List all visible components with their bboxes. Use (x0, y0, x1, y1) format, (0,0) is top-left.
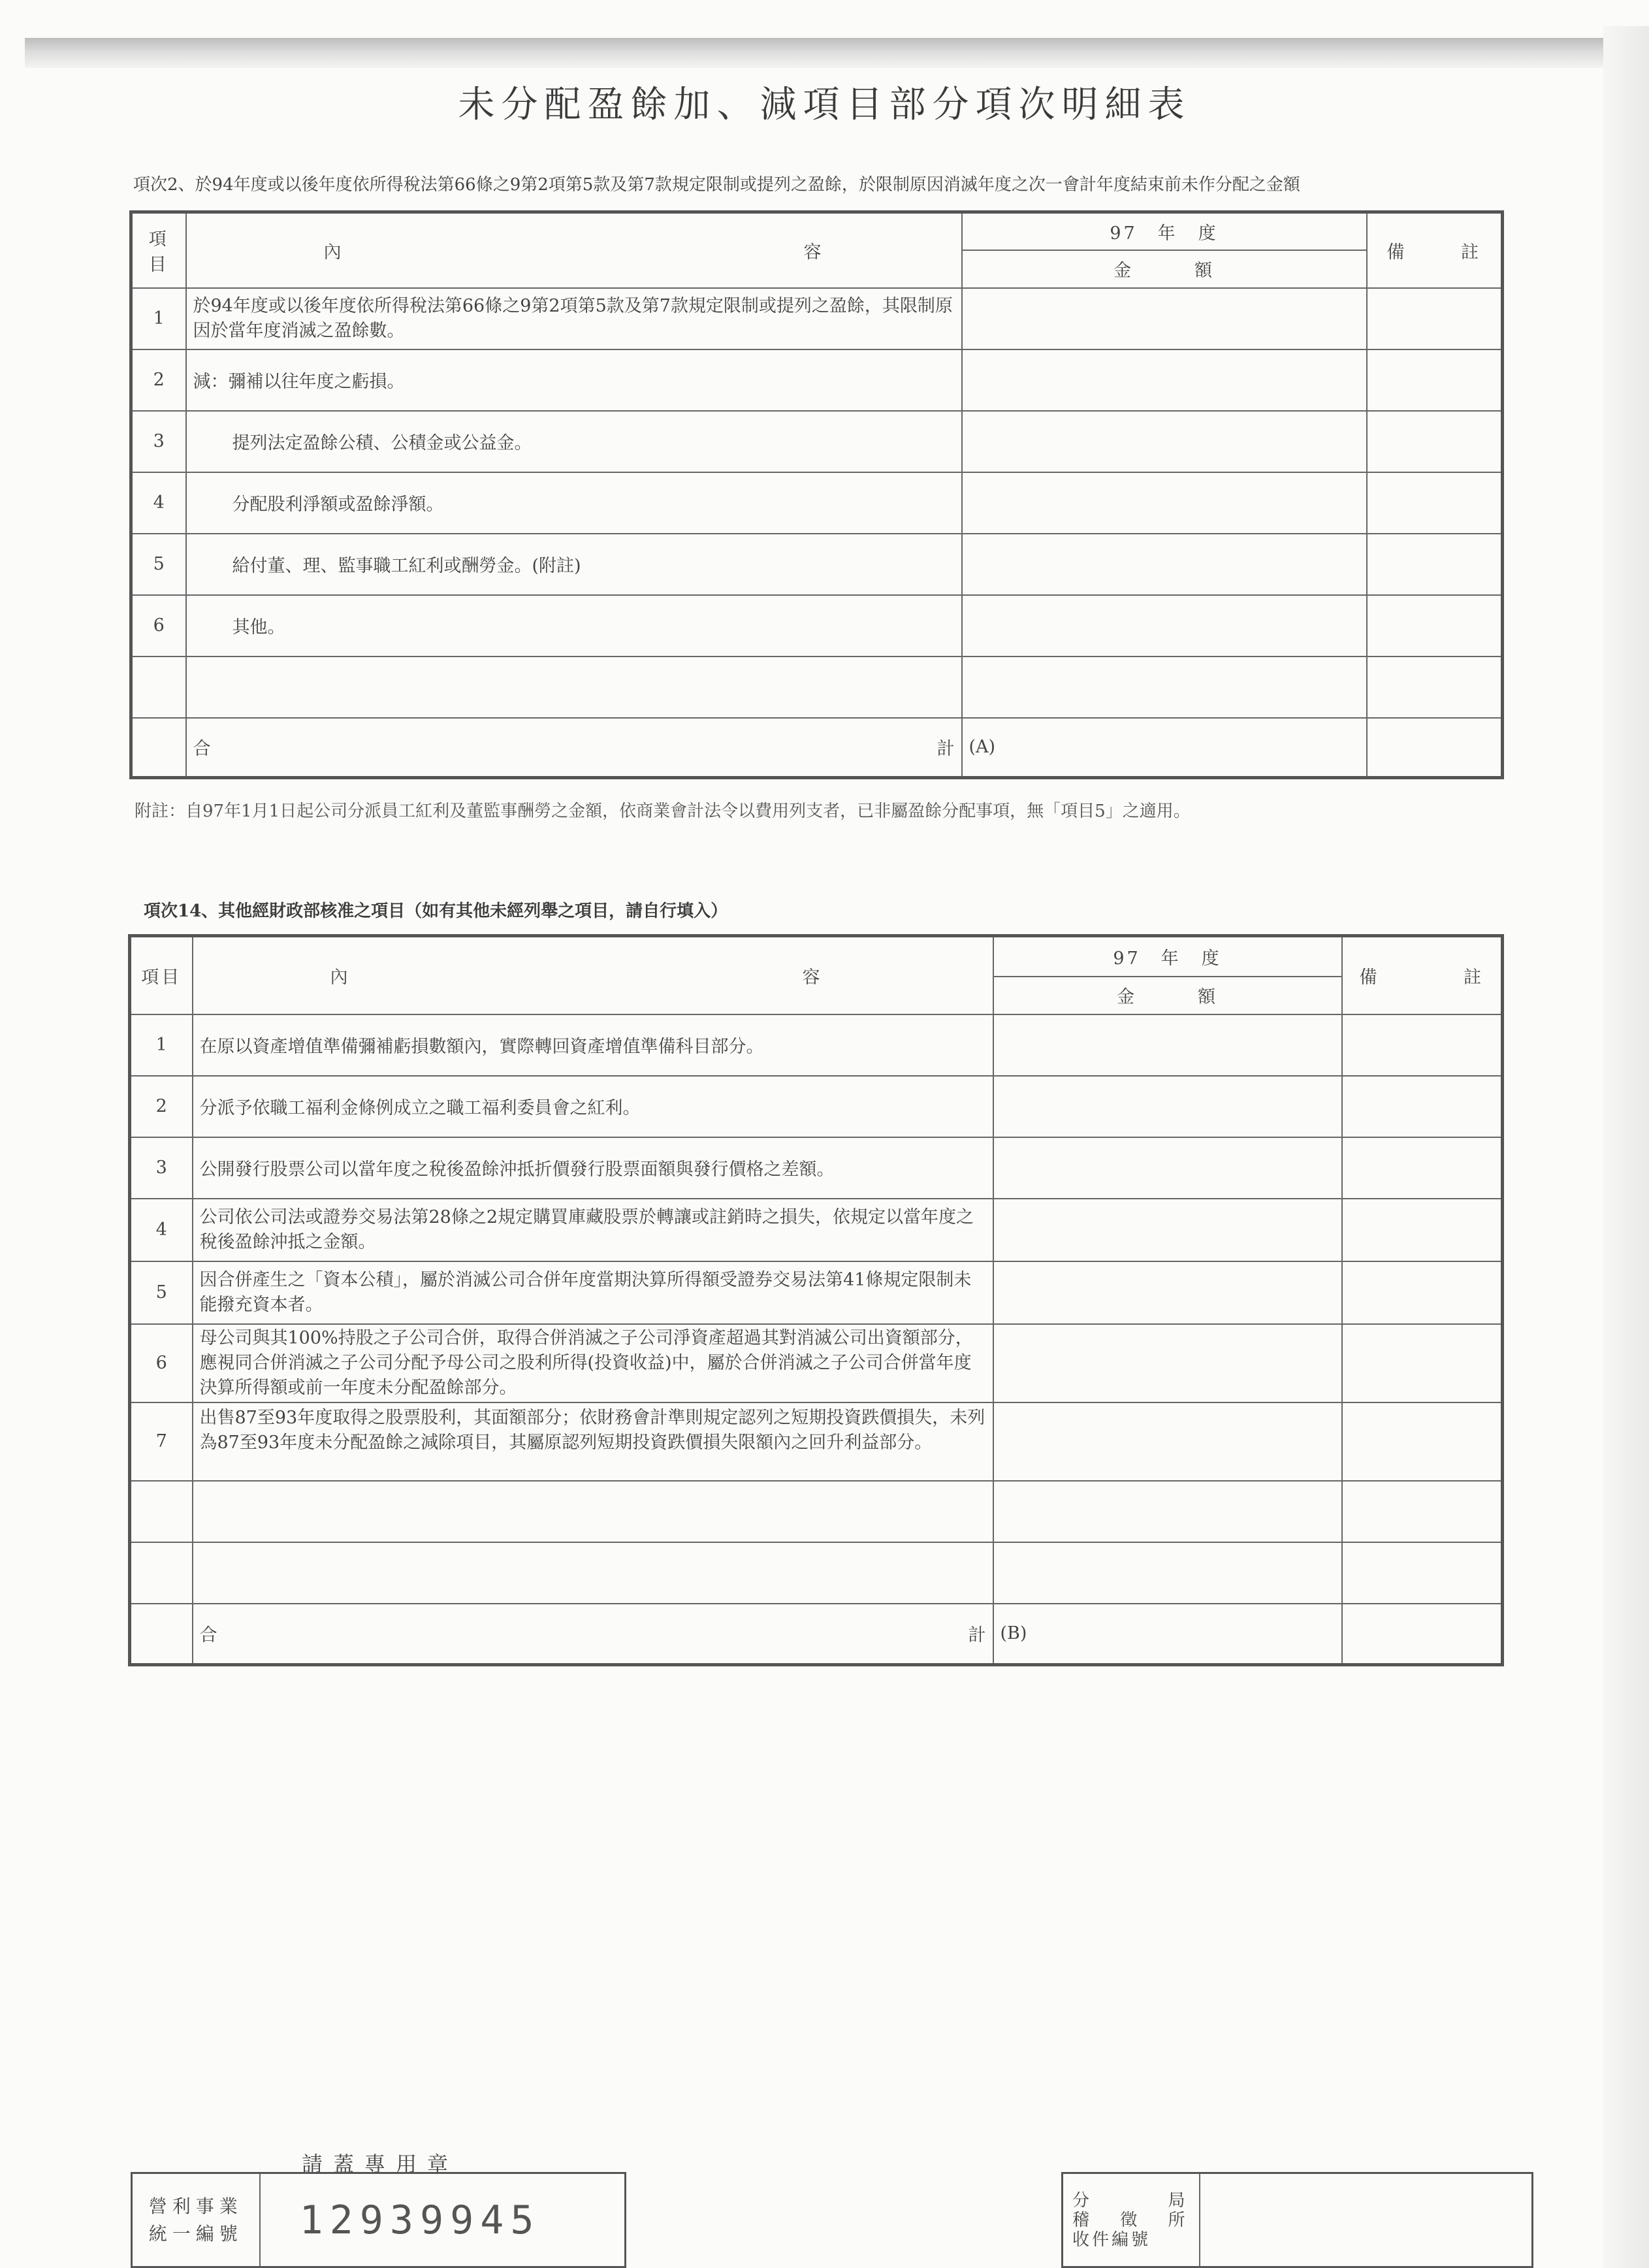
section1-table (129, 210, 1504, 779)
amount-cell[interactable] (993, 1324, 1342, 1402)
page-title: 未分配盈餘加、減項目部分項次明細表 (458, 84, 1191, 126)
header-remark-left: 備 (1386, 242, 1407, 263)
remark-cell[interactable] (1367, 718, 1503, 778)
amount-cell[interactable] (993, 1076, 1342, 1137)
amount-cell[interactable] (962, 411, 1367, 472)
table-row (130, 1261, 1503, 1324)
office-label (1063, 2173, 1200, 2267)
footnote: 附註：自97年1月1日起公司分派員工紅利及董監事酬勞之金額，依商業會計法令以費用列支者，已非屬盈餘分配事項，無「項目5」之適用。 (135, 802, 1191, 821)
row-number: 4 (131, 472, 186, 534)
tax-id-label (132, 2173, 260, 2267)
amount-cell[interactable] (962, 595, 1367, 656)
amount-cell[interactable] (962, 288, 1367, 349)
amount-cell[interactable] (993, 1261, 1342, 1324)
row-number: 2 (130, 1076, 193, 1137)
row-number: 1 (131, 288, 186, 349)
total-label-left: 合 (193, 739, 211, 760)
header-remark-right: 註 (1461, 242, 1481, 263)
amount-cell[interactable] (962, 656, 1367, 718)
office-box (1061, 2172, 1533, 2268)
row-content: 於94年度或以後年度依所得稅法第66條之9第2項第5款及第7款規定限制或提列之盈餘，其限制原因於當年度消滅之盈餘數。 (186, 288, 962, 349)
office-label-1a: 分 (1072, 2190, 1093, 2211)
header-content-left: 內 (323, 242, 344, 263)
row-content: 分派予依職工福利金條例成立之職工福利委員會之紅利。 (193, 1076, 993, 1137)
row-content: 給付董、理、監事職工紅利或酬勞金。(附註) (186, 534, 962, 595)
total-label (193, 1604, 993, 1665)
table-row-blank (130, 1542, 1503, 1604)
section1-heading: 項次2、於94年度或以後年度依所得稅法第66條之9第2項第5款及第7款規定限制或提列之盈餘，於限制原因消滅年度之次一會計年度結束前未作分配之金額 (133, 175, 1300, 195)
office-label-2a: 稽 (1072, 2210, 1093, 2230)
row-content: 其他。 (186, 595, 962, 656)
table-row (131, 288, 1503, 349)
amount-cell[interactable] (993, 1014, 1342, 1076)
total-row (131, 718, 1503, 778)
row-number: 2 (131, 349, 186, 411)
remark-cell[interactable] (1342, 1014, 1503, 1076)
remark-cell[interactable] (1342, 1261, 1503, 1324)
row-number: 4 (130, 1199, 193, 1261)
stamp-label: 請蓋專用章 (302, 2152, 459, 2177)
row-number: 1 (130, 1014, 193, 1076)
total-mark: (B) (1000, 1623, 1027, 1644)
tax-id-label-line1: 營利事業 (148, 2195, 243, 2217)
table-row (131, 349, 1503, 411)
table-row (131, 411, 1503, 472)
table-row (131, 534, 1503, 595)
row-number: 5 (131, 534, 186, 595)
office-receipt-field[interactable] (1200, 2173, 1533, 2267)
header-content (186, 212, 962, 288)
remark-cell[interactable] (1367, 349, 1503, 411)
office-label-1b: 局 (1168, 2190, 1188, 2211)
amount-cell[interactable] (993, 1481, 1342, 1542)
total-mark: (A) (969, 737, 996, 758)
header-amount: 金 額 (962, 250, 1367, 288)
total-label-right: 計 (937, 739, 955, 760)
tax-id-number: 12939945 (260, 2173, 626, 2267)
row-content: 在原以資產增值準備彌補虧損數額內，實際轉回資產增值準備科目部分。 (193, 1014, 993, 1076)
total-label (186, 718, 962, 778)
row-content: 出售87至93年度取得之股票股利，其面額部分；依財務會計準則規定認列之短期投資跌價損失，未列為87至93年度未分配盈餘之減除項目，其屬原認列短期投資跌價損失限額內之回升利益部分。 (193, 1402, 993, 1481)
row-content[interactable] (193, 1481, 993, 1542)
remark-cell[interactable] (1342, 1199, 1503, 1261)
header-remark-left: 備 (1359, 967, 1380, 988)
header-remark (1342, 936, 1503, 1014)
amount-cell[interactable] (993, 1542, 1342, 1604)
header-content (193, 936, 993, 1014)
table-row-blank (131, 656, 1503, 718)
row-content: 公司依公司法或證券交易法第28條之2規定購買庫藏股票於轉讓或註銷時之損失，依規定以當年度之稅後盈餘沖抵之金額。 (193, 1199, 993, 1261)
header-content-left: 內 (330, 967, 351, 988)
header-item: 項目 (131, 212, 186, 288)
header-amount: 金 額 (993, 977, 1342, 1014)
header-year: 97 年 度 (962, 212, 1367, 250)
header-item: 項目 (130, 936, 193, 1014)
row-content: 提列法定盈餘公積、公積金或公益金。 (186, 411, 962, 472)
section2-table (128, 934, 1504, 1666)
remark-cell[interactable] (1342, 1137, 1503, 1199)
row-content: 減：彌補以往年度之虧損。 (186, 349, 962, 411)
total-label-left: 合 (199, 1625, 217, 1646)
scan-edge-shadow (25, 38, 1605, 68)
header-content-right: 容 (803, 242, 824, 263)
table-row (131, 595, 1503, 656)
total-amount-cell[interactable] (962, 718, 1367, 778)
table-row-blank (130, 1481, 1503, 1542)
table-row (131, 472, 1503, 534)
row-content: 分配股利淨額或盈餘淨額。 (186, 472, 962, 534)
row-content: 母公司與其100%持股之子公司合併，取得合併消滅之子公司淨資產超過其對消滅公司出資額部分，應視同合併消滅之子公司分配予母公司之股利所得(投資收益)中，屬於合併消滅之子公司合併當年度決算所得額或前一年度未分配盈餘部分。 (193, 1324, 993, 1402)
remark-cell[interactable] (1367, 534, 1503, 595)
row-number: 3 (130, 1137, 193, 1199)
row-number: 6 (131, 595, 186, 656)
office-label-2b: 徵 (1120, 2210, 1140, 2230)
remark-cell[interactable] (1342, 1542, 1503, 1604)
header-year: 97 年 度 (993, 936, 1342, 977)
scan-edge-right (1603, 26, 1649, 2268)
remark-cell[interactable] (1367, 288, 1503, 349)
header-remark (1367, 212, 1503, 288)
row-number: 7 (130, 1402, 193, 1481)
section2-heading: 項次14、其他經財政部核准之項目（如有其他未經列舉之項目，請自行填入） (144, 901, 728, 921)
office-label-3: 收件編號 (1072, 2229, 1151, 2250)
table-row (130, 1324, 1503, 1402)
row-content: 因合併產生之「資本公積」，屬於消滅公司合併年度當期決算所得額受證券交易法第41條規定限制未能撥充資本者。 (193, 1261, 993, 1324)
row-content[interactable] (186, 656, 962, 718)
remark-cell[interactable] (1342, 1604, 1503, 1665)
total-amount-cell[interactable] (993, 1604, 1342, 1665)
remark-cell[interactable] (1367, 595, 1503, 656)
remark-cell[interactable] (1367, 411, 1503, 472)
tax-id-label-line2: 統一編號 (148, 2222, 243, 2244)
total-row (130, 1604, 1503, 1665)
row-content: 公開發行股票公司以當年度之稅後盈餘沖抵折價發行股票面額與發行價格之差額。 (193, 1137, 993, 1199)
table-row (130, 1402, 1503, 1481)
amount-cell[interactable] (993, 1402, 1342, 1481)
header-content-right: 容 (802, 967, 823, 988)
office-label-2c: 所 (1168, 2210, 1188, 2230)
amount-cell[interactable] (993, 1137, 1342, 1199)
row-content[interactable] (193, 1542, 993, 1604)
row-number: 6 (130, 1324, 193, 1402)
remark-cell[interactable] (1367, 472, 1503, 534)
amount-cell[interactable] (993, 1199, 1342, 1261)
table-row (130, 1076, 1503, 1137)
remark-cell[interactable] (1367, 656, 1503, 718)
total-label-right: 計 (968, 1625, 986, 1646)
remark-cell[interactable] (1342, 1324, 1503, 1402)
table-row (130, 1014, 1503, 1076)
row-number: 3 (131, 411, 186, 472)
header-remark-right: 註 (1464, 967, 1484, 988)
amount-cell[interactable] (962, 472, 1367, 534)
table-row (130, 1199, 1503, 1261)
remark-cell[interactable] (1342, 1076, 1503, 1137)
amount-cell[interactable] (962, 534, 1367, 595)
amount-cell[interactable] (962, 349, 1367, 411)
stamp-box (131, 2172, 626, 2268)
row-number: 5 (130, 1261, 193, 1324)
remark-cell[interactable] (1342, 1402, 1503, 1481)
table-row (130, 1137, 1503, 1199)
remark-cell[interactable] (1342, 1481, 1503, 1542)
